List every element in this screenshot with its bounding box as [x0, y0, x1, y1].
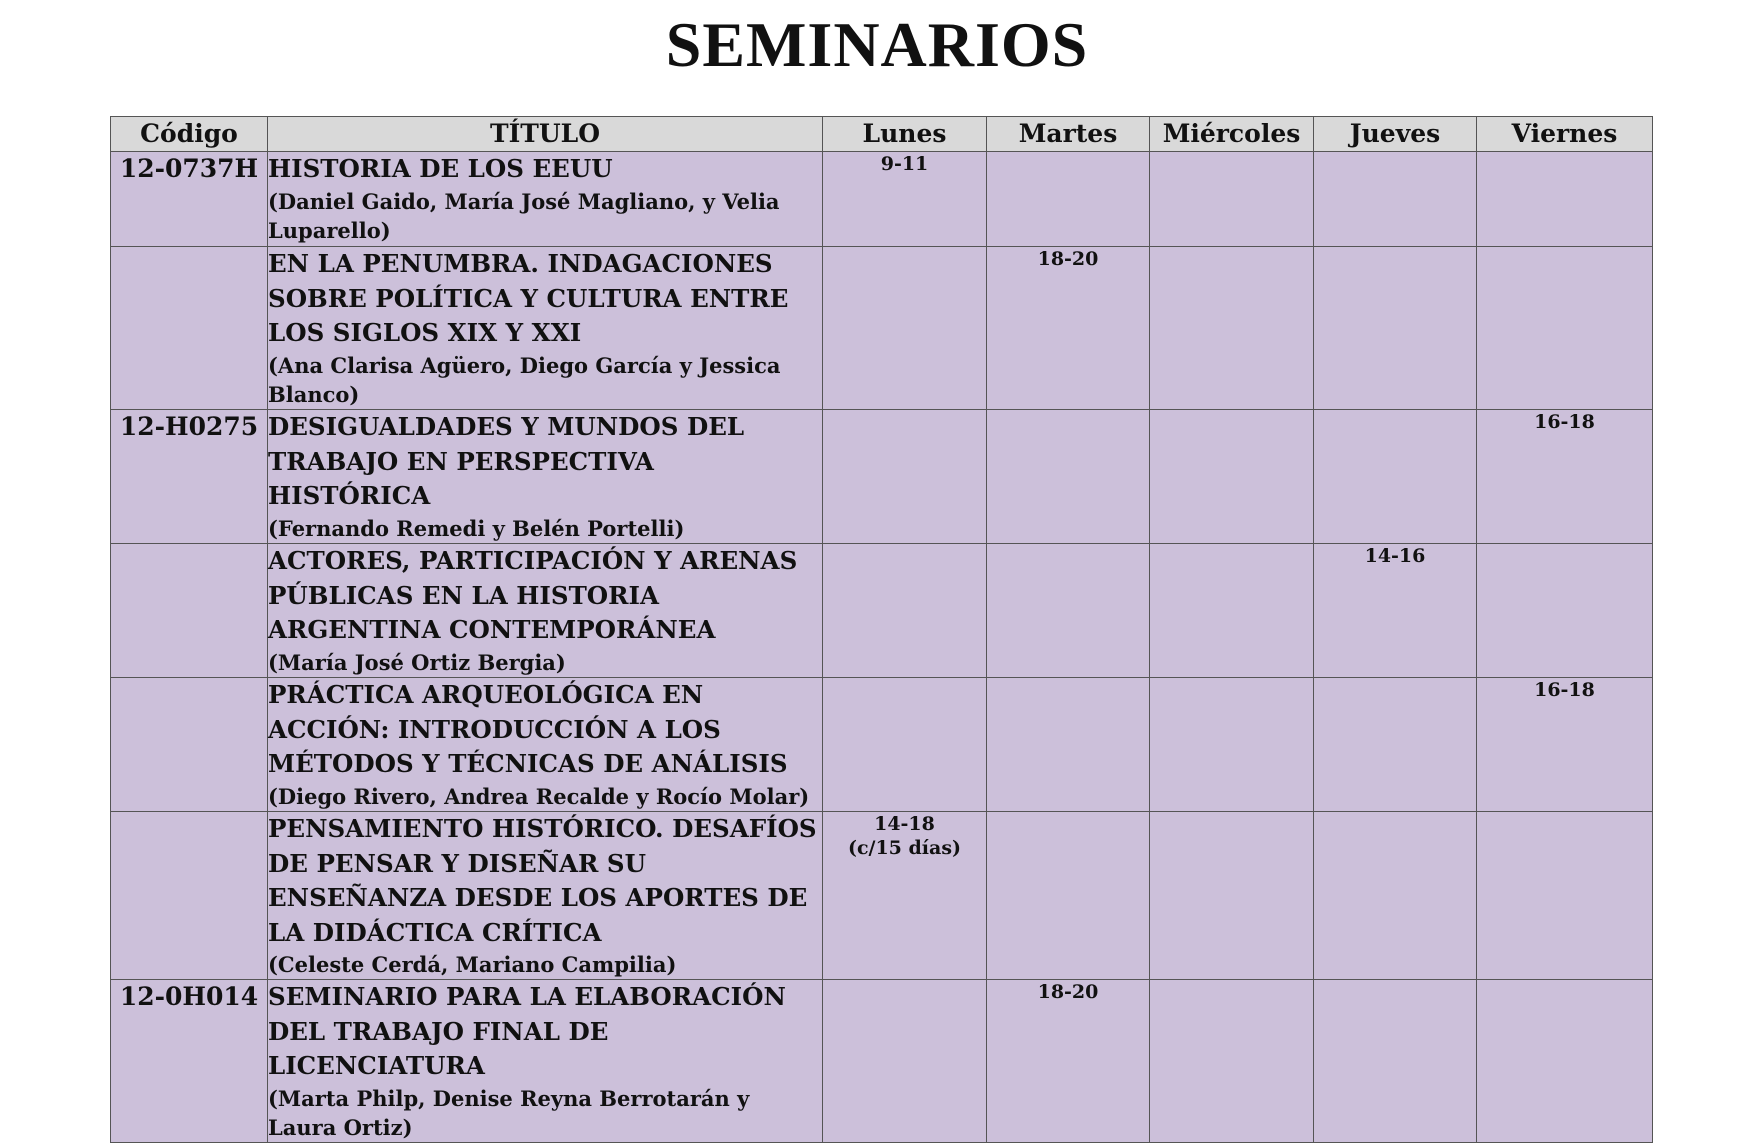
table-row — [111, 152, 1653, 247]
course-code — [111, 678, 268, 812]
course-info — [268, 410, 823, 544]
schedule-wednesday — [1150, 544, 1314, 678]
schedule-friday — [1477, 544, 1653, 678]
schedule-monday-note: (c/15 días) — [847, 837, 962, 859]
course-code: 12-0737H — [111, 152, 268, 247]
header-wednesday: Miércoles — [1150, 117, 1314, 152]
course-teachers: (Ana Clarisa Agüero, Diego García y Jessica Blanco) — [268, 352, 781, 407]
header-tuesday: Martes — [987, 117, 1150, 152]
schedule-wednesday — [1150, 410, 1314, 544]
course-teachers: (Fernando Remedi y Belén Portelli) — [268, 515, 685, 541]
course-code — [111, 544, 268, 678]
course-title: ACTORES, PARTICIPACIÓN Y ARENAS PÚBLICAS EN LA HISTORIA ARGENTINA CONTEMPORÁNEA — [268, 546, 798, 644]
course-title: PENSAMIENTO HISTÓRICO. DESAFÍOS DE PENSAR Y DISEÑAR SU ENSEÑANZA DESDE LOS APORTES DE LA DIDÁCTICA CRÍTICA — [268, 814, 817, 947]
schedule-monday — [823, 678, 987, 812]
seminars-table — [110, 116, 1653, 1143]
schedule-wednesday — [1150, 812, 1314, 980]
schedule-thursday: 14-16 — [1314, 544, 1477, 678]
table-row — [111, 410, 1653, 544]
schedule-monday — [823, 812, 987, 980]
course-title: DESIGUALDADES Y MUNDOS DEL TRABAJO EN PERSPECTIVA HISTÓRICA — [268, 412, 745, 510]
course-info — [268, 812, 823, 980]
page-title: SEMINARIOS — [665, 9, 1089, 80]
schedule-wednesday — [1150, 152, 1314, 247]
table-row — [111, 678, 1653, 812]
table-row — [111, 980, 1653, 1143]
schedule-monday: 9-11 — [823, 152, 987, 247]
course-info — [268, 152, 823, 247]
header-thursday: Jueves — [1314, 117, 1477, 152]
course-info — [268, 247, 823, 410]
course-code: 12-0H014 — [111, 980, 268, 1143]
schedule-wednesday — [1150, 678, 1314, 812]
schedule-tuesday — [987, 152, 1150, 247]
course-code — [111, 812, 268, 980]
header-row — [111, 117, 1653, 152]
schedule-monday — [823, 410, 987, 544]
schedule-thursday — [1314, 980, 1477, 1143]
schedule-wednesday — [1150, 247, 1314, 410]
course-title: EN LA PENUMBRA. INDAGACIONES SOBRE POLÍTICA Y CULTURA ENTRE LOS SIGLOS XIX Y XXI — [268, 249, 789, 347]
course-info — [268, 544, 823, 678]
table-row — [111, 812, 1653, 980]
course-teachers: (Daniel Gaido, María José Magliano, y Velia Luparello) — [268, 188, 780, 243]
course-code: 12-H0275 — [111, 410, 268, 544]
schedule-friday — [1477, 812, 1653, 980]
schedule-monday — [823, 544, 987, 678]
schedule-thursday — [1314, 678, 1477, 812]
schedule-thursday — [1314, 152, 1477, 247]
course-info — [268, 678, 823, 812]
course-code — [111, 247, 268, 410]
schedule-tuesday — [987, 410, 1150, 544]
table-row — [111, 544, 1653, 678]
schedule-tuesday — [987, 812, 1150, 980]
schedule-thursday — [1314, 812, 1477, 980]
table-row — [111, 247, 1653, 410]
header-title: TÍTULO — [268, 117, 823, 152]
schedule-monday — [823, 980, 987, 1143]
schedule-wednesday — [1150, 980, 1314, 1143]
course-title: SEMINARIO PARA LA ELABORACIÓN DEL TRABAJO FINAL DE LICENCIATURA — [268, 982, 786, 1080]
schedule-friday — [1477, 247, 1653, 410]
header-monday: Lunes — [823, 117, 987, 152]
schedule-monday — [823, 247, 987, 410]
header-code: Código — [111, 117, 268, 152]
header-friday: Viernes — [1477, 117, 1653, 152]
schedule-thursday — [1314, 410, 1477, 544]
schedule-friday: 16-18 — [1477, 678, 1653, 812]
course-teachers: (Diego Rivero, Andrea Recalde y Rocío Molar) — [268, 783, 810, 809]
course-teachers: (Celeste Cerdá, Mariano Campilia) — [268, 952, 677, 977]
schedule-tuesday — [987, 544, 1150, 678]
schedule-tuesday: 18-20 — [987, 247, 1150, 410]
schedule-tuesday: 18-20 — [987, 980, 1150, 1143]
schedule-friday: 16-18 — [1477, 410, 1653, 544]
course-teachers: (María José Ortiz Bergia) — [268, 649, 566, 675]
schedule-thursday — [1314, 247, 1477, 410]
schedule-monday-time: 14-18 — [874, 813, 935, 835]
course-teachers: (Marta Philp, Denise Reyna Berrotarán y Laura Ortiz) — [268, 1085, 750, 1140]
schedule-friday — [1477, 152, 1653, 247]
schedule-tuesday — [987, 678, 1150, 812]
schedule-friday — [1477, 980, 1653, 1143]
course-info — [268, 980, 823, 1143]
course-title: PRÁCTICA ARQUEOLÓGICA EN ACCIÓN: INTRODUCCIÓN A LOS MÉTODOS Y TÉCNICAS DE ANÁLISIS — [268, 680, 788, 778]
course-title: HISTORIA DE LOS EEUU — [268, 154, 613, 183]
